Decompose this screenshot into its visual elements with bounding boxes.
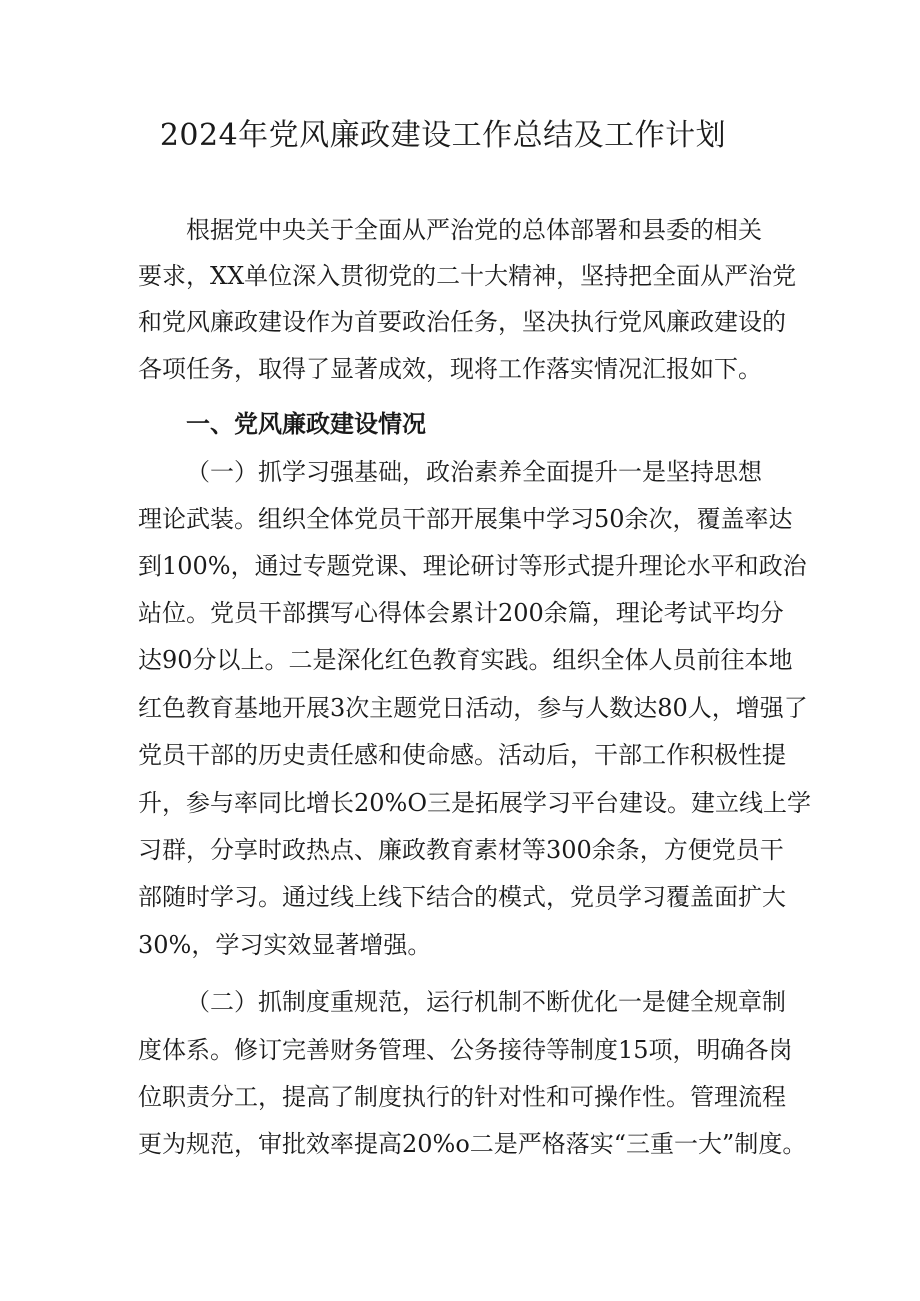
paragraph-line: 更为规范，审批效率提高20%o二是严格落实“三重一大”制度。 (138, 1130, 807, 1158)
paragraph-line: 习群，分享时政热点、廉政教育素材等300余条，方便党员干 (138, 836, 784, 864)
paragraph-line: 根据党中央关于全面从严治党的总体部署和县委的相关 (186, 216, 762, 244)
paragraph-line: 和党风廉政建设作为首要政治任务，坚决执行党风廉政建设的 (138, 308, 786, 336)
paragraph-line: 30%，学习实效显著增强。 (138, 931, 432, 959)
paragraph-line: 到100%，通过专题党课、理论研讨等形式提升理论水平和政治 (138, 552, 807, 580)
paragraph-line: （二）抓制度重规范，运行机制不断优化一是健全规章制 (186, 988, 786, 1016)
paragraph-line: 理论武装。组织全体党员干部开展集中学习50余次，覆盖率达 (138, 505, 793, 533)
paragraph-line: （一）抓学习强基础，政治素养全面提升一是坚持思想 (186, 458, 762, 486)
paragraph-line: 升，参与率同比增长20%O三是拓展学习平台建设。建立线上学 (138, 789, 812, 817)
paragraph-line: 位职责分工，提高了制度执行的针对性和可操作性。管理流程 (138, 1083, 786, 1111)
paragraph-line: 度体系。修订完善财务管理、公务接待等制度15项，明确各岗 (138, 1036, 793, 1064)
paragraph-line: 部随时学习。通过线上线下结合的模式，党员学习覆盖面扩大 (138, 883, 786, 911)
paragraph-line: 要求，XX单位深入贯彻党的二十大精神，坚持把全面从严治党 (138, 262, 797, 290)
paragraph-line: 各项任务，取得了显著成效，现将工作落实情况汇报如下。 (138, 355, 762, 383)
paragraph-line: 红色教育基地开展3次主题党日活动，参与人数达80人，增强了 (138, 694, 808, 722)
paragraph-line: 达90分以上。二是深化红色教育实践。组织全体人员前往本地 (138, 646, 793, 674)
document-title: 2024年党风廉政建设工作总结及工作计划 (159, 118, 727, 153)
paragraph-line: 党员干部的历史责任感和使命感。活动后，干部工作积极性提 (138, 741, 786, 769)
section-heading: 一、党风廉政建设情况 (186, 409, 426, 438)
paragraph-line: 站位。党员干部撰写心得体会累计200余篇，理论考试平均分 (138, 599, 784, 627)
